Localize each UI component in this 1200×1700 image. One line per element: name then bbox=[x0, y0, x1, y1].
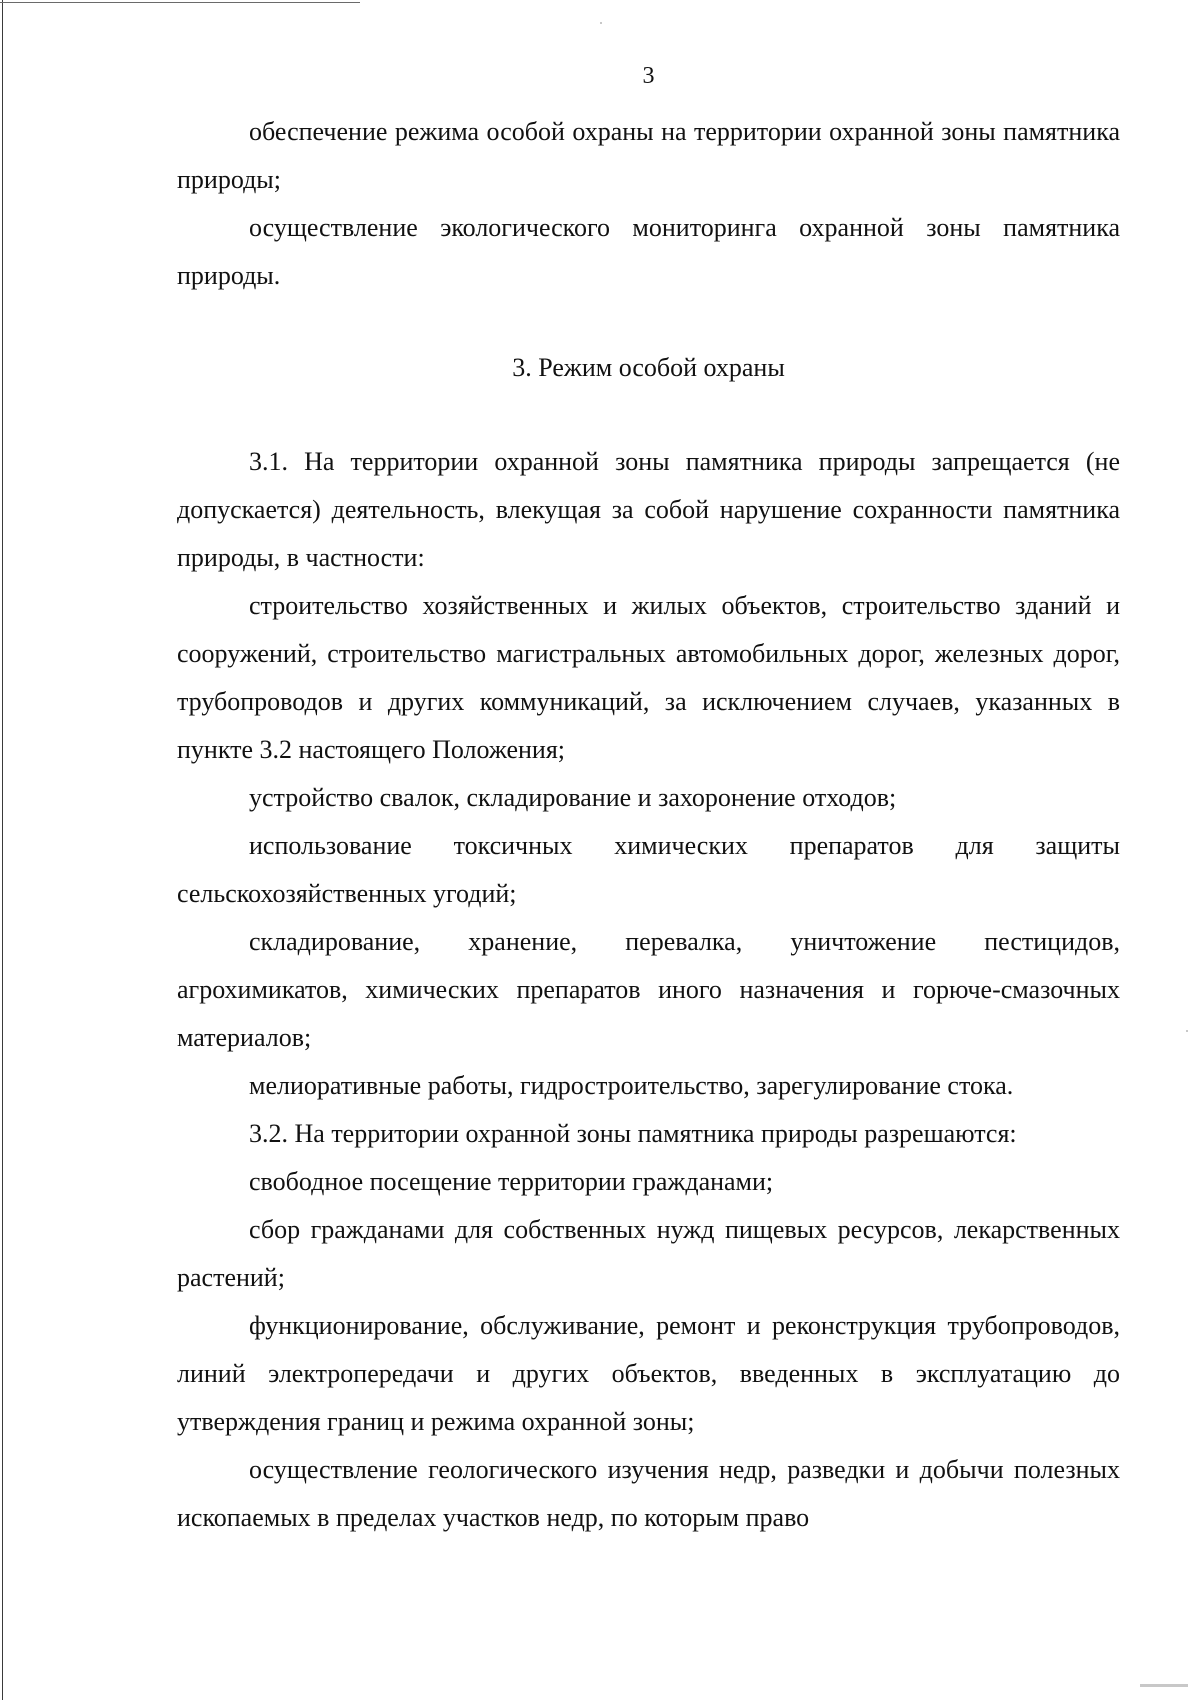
document-page bbox=[177, 56, 1120, 1542]
clause-3-1: 3.1. На территории охранной зоны памятника природы запрещается (не допускается) деятельность, влекущая за собой нарушение сохранности памятника природы, в частности: bbox=[177, 447, 1120, 572]
paragraph: осуществление экологического мониторинга охранной зоны памятника природы. bbox=[177, 213, 1120, 290]
list-item: мелиоративные работы, гидростроительство, зарегулирование стока. bbox=[249, 1071, 1014, 1100]
paragraph: обеспечение режима особой охраны на территории охранной зоны памятника природы; bbox=[177, 117, 1120, 194]
list-item: складирование, хранение, перевалка, уничтожение пестицидов, агрохимикатов, химических препаратов иного назначения и горюче-смазочных материалов; bbox=[177, 927, 1120, 1052]
scan-speck bbox=[600, 22, 602, 24]
scan-speck bbox=[1140, 1684, 1188, 1687]
list-item: устройство свалок, складирование и захоронение отходов; bbox=[249, 783, 897, 812]
scan-speck bbox=[1186, 1030, 1188, 1032]
scan-border-top bbox=[0, 2, 360, 3]
scan-border-left bbox=[2, 0, 3, 1700]
list-item: свободное посещение территории гражданами; bbox=[249, 1167, 774, 1196]
list-item: строительство хозяйственных и жилых объектов, строительство зданий и сооружений, строительство магистральных автомобильных дорог, железных дорог, трубопроводов и других коммуникаций, за исключением случаев, указанных в пункте 3.2 настоящего Положения; bbox=[177, 591, 1120, 764]
list-item: функционирование, обслуживание, ремонт и реконструкция трубопроводов, линий электропередачи и других объектов, введенных в эксплуатацию до утверждения границ и режима охранной зоны; bbox=[177, 1311, 1120, 1436]
clause-3-2: 3.2. На территории охранной зоны памятника природы разрешаются: bbox=[249, 1119, 1017, 1148]
section-heading: 3. Режим особой охраны bbox=[512, 353, 785, 382]
page-number: 3 bbox=[642, 63, 655, 89]
list-item: сбор гражданами для собственных нужд пищевых ресурсов, лекарственных растений; bbox=[177, 1215, 1120, 1292]
list-item: использование токсичных химических препаратов для защиты сельскохозяйственных угодий; bbox=[177, 831, 1120, 908]
list-item: осуществление геологического изучения недр, разведки и добычи полезных ископаемых в пределах участков недр, по которым право bbox=[177, 1455, 1120, 1532]
